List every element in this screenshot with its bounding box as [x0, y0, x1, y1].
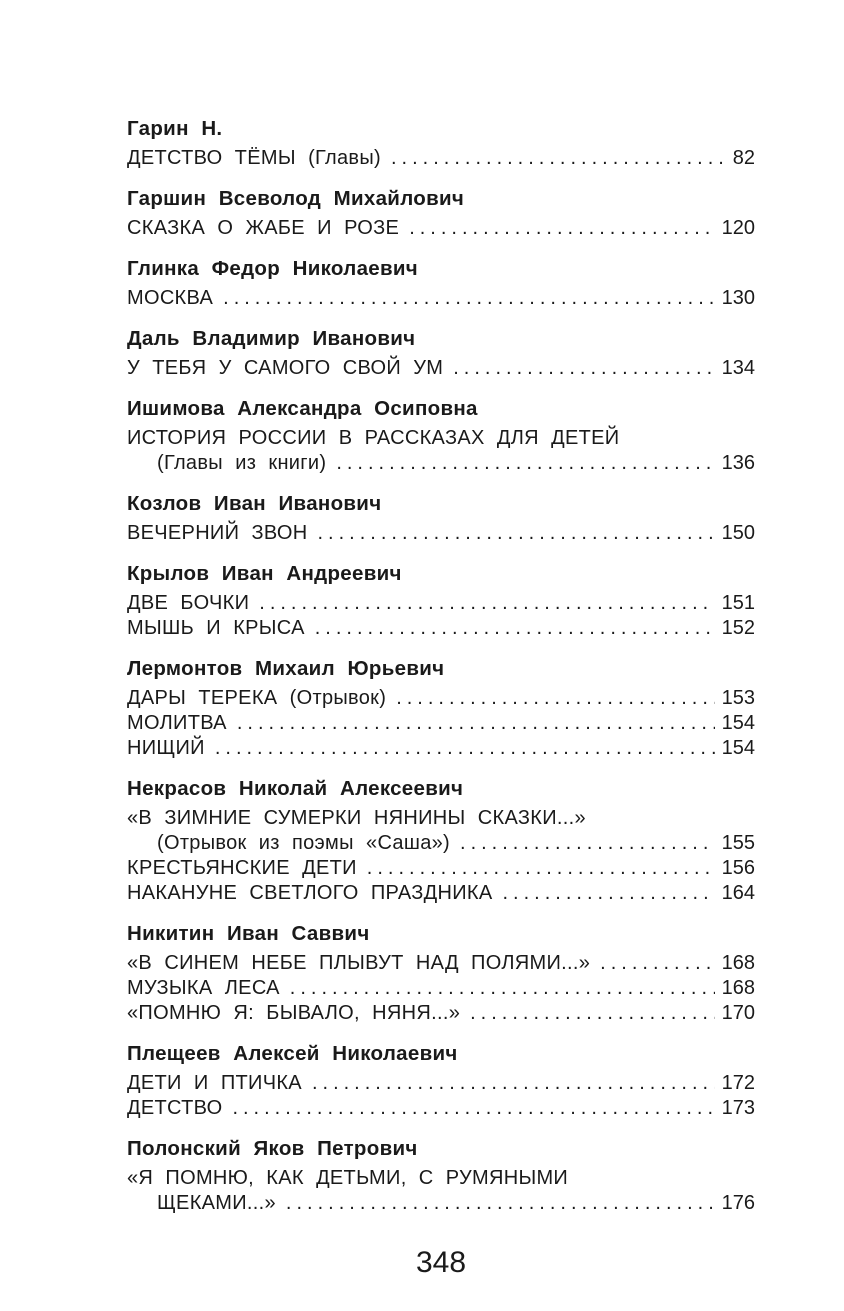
work-title: ДЕТСТВО [127, 1097, 223, 1119]
toc-group [127, 1136, 755, 1216]
dot-leader [367, 856, 715, 881]
work-title: (Главы из книги) [157, 452, 327, 474]
dot-leader [460, 831, 715, 856]
work-title: КРЕСТЬЯНСКИЕ ДЕТИ [127, 857, 357, 879]
toc-entry [127, 591, 755, 616]
author-name: Плещеев Алексей Николаевич [127, 1042, 458, 1065]
page-ref: 155 [721, 832, 755, 854]
toc-entry [127, 1096, 755, 1121]
dot-leader [237, 711, 715, 736]
page-ref: 134 [721, 357, 755, 379]
work-title: ДЕТИ И ПТИЧКА [127, 1072, 302, 1094]
toc-entry [127, 451, 755, 476]
author-name: Глинка Федор Николаевич [127, 257, 418, 280]
dot-leader [223, 286, 714, 311]
page-ref: 172 [721, 1072, 755, 1094]
toc-entry [127, 1001, 755, 1026]
page-ref: 176 [721, 1192, 755, 1214]
author-name: Некрасов Николай Алексеевич [127, 777, 464, 800]
page-ref: 152 [721, 617, 755, 639]
dot-leader [312, 1071, 715, 1096]
page-ref: 154 [721, 737, 755, 759]
page-ref: 151 [721, 592, 755, 614]
toc-group [127, 1041, 755, 1121]
author-name: Козлов Иван Иванович [127, 492, 382, 515]
page-ref: 120 [721, 217, 755, 239]
toc-group [127, 326, 755, 381]
author-name: Лермонтов Михаил Юрьевич [127, 657, 445, 680]
author-name: Гаршин Всеволод Михайлович [127, 187, 465, 210]
work-title: ЩЕКАМИ...» [157, 1192, 276, 1214]
toc-entry [127, 856, 755, 881]
author-name: Крылов Иван Андреевич [127, 562, 402, 585]
work-title: МЫШЬ И КРЫСА [127, 617, 305, 639]
work-title: «В СИНЕМ НЕБЕ ПЛЫВУТ НАД ПОЛЯМИ...» [127, 952, 591, 974]
toc-group [127, 776, 755, 906]
toc-entry [127, 976, 755, 1001]
dot-leader [396, 686, 714, 711]
dot-leader [232, 1096, 714, 1121]
page-ref: 168 [721, 952, 755, 974]
work-title: МОСКВА [127, 287, 214, 309]
toc-entry [127, 1191, 755, 1216]
dot-leader [391, 146, 726, 171]
work-title: «ПОМНЮ Я: БЫВАЛО, НЯНЯ...» [127, 1002, 461, 1024]
work-title-line: «Я ПОМНЮ, КАК ДЕТЬМИ, С РУМЯНЫМИ [127, 1167, 569, 1189]
author-name: Гарин Н. [127, 117, 223, 140]
work-title: ДЕТСТВО ТЁМЫ (Главы) [127, 147, 381, 169]
work-title: СКАЗКА О ЖАБЕ И РОЗЕ [127, 217, 400, 239]
work-title: МОЛИТВА [127, 712, 227, 734]
toc-group [127, 921, 755, 1026]
toc-entry [127, 831, 755, 856]
page-ref: 156 [721, 857, 755, 879]
page-ref: 154 [721, 712, 755, 734]
toc-group [127, 491, 755, 546]
toc-list [127, 116, 755, 1216]
work-title: ДАРЫ ТЕРЕКА (Отрывок) [127, 687, 387, 709]
dot-leader [336, 451, 714, 476]
page-ref: 82 [732, 147, 755, 169]
dot-leader [409, 216, 714, 241]
author-name: Никитин Иван Саввич [127, 922, 370, 945]
toc-entry [127, 736, 755, 761]
page-ref: 136 [721, 452, 755, 474]
work-title-line: «В ЗИМНИЕ СУМЕРКИ НЯНИНЫ СКАЗКИ...» [127, 807, 586, 829]
page-ref: 164 [721, 882, 755, 904]
dot-leader [215, 736, 715, 761]
toc-group [127, 186, 755, 241]
toc-entry [127, 146, 755, 171]
work-title: (Отрывок из поэмы «Саша») [157, 832, 451, 854]
work-title: НАКАНУНЕ СВЕТЛОГО ПРАЗДНИКА [127, 882, 493, 904]
dot-leader [503, 881, 715, 906]
work-title: ВЕЧЕРНИЙ ЗВОН [127, 522, 308, 544]
toc-entry [127, 1071, 755, 1096]
toc-group [127, 256, 755, 311]
toc-entry [127, 216, 755, 241]
toc-group [127, 396, 755, 476]
toc-group [127, 656, 755, 761]
toc-entry [127, 711, 755, 736]
page-ref: 150 [721, 522, 755, 544]
dot-leader [470, 1001, 715, 1026]
page-ref: 130 [721, 287, 755, 309]
toc-entry [127, 951, 755, 976]
page-ref: 173 [721, 1097, 755, 1119]
work-title: МУЗЫКА ЛЕСА [127, 977, 280, 999]
toc-group [127, 116, 755, 171]
dot-leader [318, 521, 715, 546]
toc-entry [127, 686, 755, 711]
author-name: Даль Владимир Иванович [127, 327, 416, 350]
toc-entry [127, 521, 755, 546]
page-ref: 168 [721, 977, 755, 999]
dot-leader [600, 951, 714, 976]
dot-leader [315, 616, 715, 641]
toc-entry [127, 881, 755, 906]
work-title: НИЩИЙ [127, 737, 205, 759]
author-name: Полонский Яков Петрович [127, 1137, 418, 1160]
toc-entry [127, 286, 755, 311]
dot-leader [290, 976, 715, 1001]
page-ref: 170 [721, 1002, 755, 1024]
page-ref: 153 [721, 687, 755, 709]
toc-entry [127, 356, 755, 381]
author-name: Ишимова Александра Осиповна [127, 397, 478, 420]
work-title-line: ИСТОРИЯ РОССИИ В РАССКАЗАХ ДЛЯ ДЕТЕЙ [127, 427, 620, 449]
toc-group [127, 561, 755, 641]
dot-leader [286, 1191, 715, 1216]
dot-leader [259, 591, 714, 616]
page-number: 348 [415, 1246, 467, 1279]
work-title: ДВЕ БОЧКИ [127, 592, 250, 614]
toc-entry [127, 616, 755, 641]
work-title: У ТЕБЯ У САМОГО СВОЙ УМ [127, 357, 444, 379]
dot-leader [453, 356, 714, 381]
